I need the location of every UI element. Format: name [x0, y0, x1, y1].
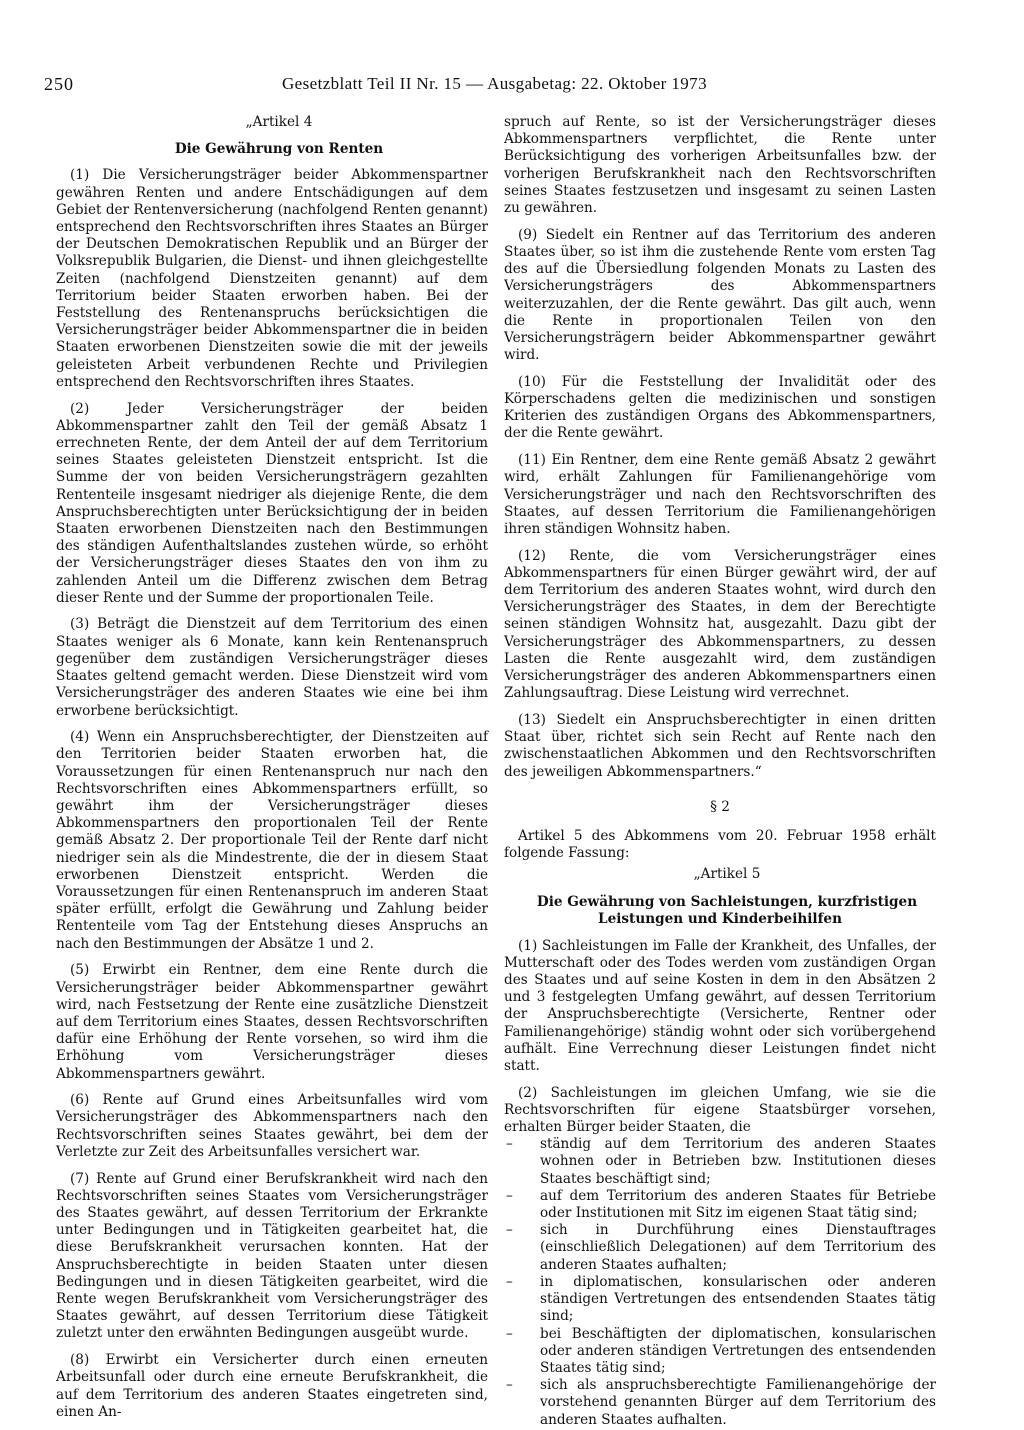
running-head: Gesetzblatt Teil II Nr. 15 — Ausgabetag: 22. Oktober 1973: [282, 74, 707, 93]
left-column: [56, 114, 488, 1430]
list-item: – sich als anspruchsberechtigte Familienangehörige der vorstehend genannten Bürger auf dem Territorium des anderen Staates aufhalten.: [504, 1377, 936, 1429]
paragraph-1: (1) Die Versicherungsträger beider Abkommenspartner gewähren Renten und andere Entschädigungen auf dem Gebiet der Rentenversicherung (nachfolgend Renten genannt) entsprechend den Rechtsvorschriften ihres Staates an Bürger der Deutschen Demokratischen Republik und an Bürger der Volksrepublik Bulgarien, die Dienst- und ihnen gleichgestellte Zeiten (nachfolgend Dienstzeiten genannt) auf dem Territorium beider Staaten erworben haben. Bei der Feststellung des Rentenanspruchs berücksichtigen die Versicherungsträger beider Abkommenspartner die in beiden Staaten erworbenen Dienstzeiten sowie die mit der jeweils geleisteten Arbeit verbundenen Rechte und Privilegien entsprechend den Rechtsvorschriften ihres Staates.: [56, 167, 488, 390]
article-5-label: „Artikel 5: [693, 866, 761, 883]
paragraph-2: (2) Jeder Versicherungsträger der beiden Abkommenspartner zahlt den Teil der gemäß Absatz 1 errechneten Rente, der dem Anteil der auf dem Territorium seines Staates geleisteten Dienstzeit entspricht. Ist die Summe der von beiden Versicherungsträgern gezahlten Rententeile insgesamt niedriger als diejenige Rente, die dem Anspruchsberechtigten unter Berücksichtigung der in beiden Staaten erworbenen Dienstzeiten nach den Bestimmungen des ständigen Aufenthaltslandes zustehen würde, so erhöht der Versicherungsträger dieses Staates den von ihm zu zahlenden Anteil um die Differenz zwischen dem Betrag dieser Rente und der Summe der proportionalen Teile.: [56, 400, 488, 606]
paragraph-5: (5) Erwirbt ein Rentner, dem eine Rente durch die Versicherungsträger beider Abkommenspartner gewährt wird, nach Festsetzung der Rente eine zusätzliche Dienstzeit auf dem Territorium eines Staates, dessen Rechtsvorschriften dafür eine Erhöhung der Rente vorsehen, so wird ihm die Erhöhung vom Versicherungsträger dieses Abkommenspartners gewährt.: [56, 962, 488, 1082]
dash-list: [504, 1136, 936, 1428]
list-item: – bei Beschäftigten der diplomatischen, konsularischen oder anderen ständigen Vertretungen des entsendenden Staates tätig sind;: [504, 1326, 936, 1378]
paragraph-3: (3) Beträgt die Dienstzeit auf dem Territorium des einen Staates weniger als 6 Monate, kann kein Rentenanspruch gegenüber dem zuständigen Versicherungsträger dieses Staates geltend gemacht werden. Diese Dienstzeit wird vom Versicherungsträger des anderen Staates wie eine bei ihm erworbene berücksichtigt.: [56, 616, 488, 719]
list-item: – in diplomatischen, konsularischen oder anderen ständigen Vertretungen des entsendenden Staates tätig sind;: [504, 1274, 936, 1326]
paragraph-9: (9) Siedelt ein Rentner auf das Territorium des anderen Staates über, so ist ihm die zustehende Rente vom ersten Tag des auf die Übersiedlung folgenden Monats zu Lasten des Versicherungsträgers des Abkommenspartners weiterzuzahlen, der die Rente gewährt. Das gilt auch, wenn die Rente in proportionalen Teilen von den Versicherungsträgern beider Abkommenspartner gewährt wird.: [504, 226, 936, 364]
article-4-label: „Artikel 4: [245, 114, 313, 130]
paragraph-6: (6) Rente auf Grund eines Arbeitsunfalles wird vom Versicherungsträger des Abkommenspartners nach den Rechtsvorschriften seines Staates gewährt, bei dem der Verletzte zur Zeit des Arbeitsunfalles versichert war.: [56, 1092, 488, 1160]
article-4-title: Die Gewährung von Renten: [174, 140, 384, 157]
paragraph-7: (7) Rente auf Grund einer Berufskrankheit wird nach den Rechtsvorschriften seines Staates vom Versicherungsträger des Staates gewährt, auf dessen Territorium der Erkrankte unter Bedingungen und in Tätigkeiten gearbeitet hat, die diese Berufskrankheit verursachen konnten. Hat der Anspruchsberechtigte in beiden Staaten unter diesen Bedingungen und in diesen Tätigkeiten gearbeitet, wird die Rente wegen Berufskrankheit vom Versicherungsträger des Staates gewährt, auf dessen Territorium diese Tätigkeit zuletzt unter den erwähnten Bedingungen ausgeübt wurde.: [56, 1170, 488, 1342]
list-item: – ständig auf dem Territorium des anderen Staates wohnen oder in Betrieben bzw. Institutionen dieses Staates beschäftigt sind;: [504, 1136, 936, 1188]
article-5-paragraph-1: (1) Sachleistungen im Falle der Krankheit, des Unfalles, der Mutterschaft oder des Todes werden vom zuständigen Organ des Staates und auf seine Kosten in dem in den Absätzen 2 und 3 festgelegten Umfang gewährt, auf dessen Territorium der Anspruchsberechtigte (Versicherte, Rentner oder Familienangehörige) ständig wohnt oder sich vorübergehend aufhält. Eine Verrechnung dieser Leistungen findet nicht statt.: [504, 937, 936, 1074]
paragraph-12: (12) Rente, die vom Versicherungsträger eines Abkommenspartners für einen Bürger gewährt wird, der auf dem Territorium des anderen Staates wohnt, wird durch den Versicherungsträger des Staates, in dem der Berechtigte seinen ständigen Wohnsitz hat, ausgezahlt. Dazu gibt der Versicherungsträger des Abkommenspartners, zu dessen Lasten die Rente ausgezahlt wird, dem zuständigen Versicherungsträger des anderen Abkommenspartners einen Zahlungsauftrag. Diese Leistung wird verrechnet.: [504, 547, 936, 702]
paragraph-13: (13) Siedelt ein Anspruchsberechtigter in einen dritten Staat über, richtet sich sein Recht auf Rente nach den zwischenstaatlichen Abkommen und den Rechtsvorschriften des jeweiligen Abkommenspartners.“: [504, 712, 936, 780]
list-item: – auf dem Territorium des anderen Staates für Betriebe oder Institutionen mit Sitz im eigenen Staat tätig sind;: [504, 1188, 936, 1222]
paragraph-8: (8) Erwirbt ein Versicherter durch einen erneuten Arbeitsunfall oder durch eine erneute Berufskrankheit, die auf dem Territorium des anderen Staates eingetreten sind, einen An-: [56, 1352, 488, 1420]
section-2-intro: Artikel 5 des Abkommens vom 20. Februar 1958 erhält folgende Fassung:: [504, 828, 936, 862]
paragraph-10: (10) Für die Feststellung der Invalidität oder des Körperschadens gelten die medizinischen und sonstigen Kriterien des zuständigen Organs des Abkommenspartners, der die Rente gewährt.: [504, 373, 936, 442]
paragraph-4: (4) Wenn ein Anspruchsberechtigter, der Dienstzeiten auf den Territorien beider Staaten erworben hat, die Voraussetzungen für einen Rentenanspruch nur nach den Rechtsvorschriften eines Abkommenspartners erfüllt, so gewährt ihm der Versicherungsträger dieses Abkommenspartners den proportionalen Teil der Rente gemäß Absatz 2. Der proportionale Teil der Rente darf nicht niedriger sein als die Mindestrente, die der in diesem Staat erworbenen Dienstzeit entspricht. Werden die Voraussetzungen für einen Rentenanspruch im anderen Staat später erfüllt, erfolgt die Gewährung und Zahlung beider Rententeile vom Tag der Entstehung dieses Anspruchs an nach den Bestimmungen der Absätze 1 und 2.: [56, 729, 488, 952]
section-sign: § 2: [710, 798, 730, 815]
page-number: 250: [44, 74, 74, 94]
paragraph-11: (11) Ein Rentner, dem eine Rente gemäß Absatz 2 gewährt wird, erhält Zahlungen für Familienangehörige vom Versicherungsträger und nach den Rechtsvorschriften des Staates, auf dessen Territorium die Familienangehörigen ihren ständigen Wohnsitz haben.: [504, 452, 936, 537]
paragraph-8-continuation: spruch auf Rente, so ist der Versicherungsträger dieses Abkommenspartners verpflichtet, die Rente unter Berücksichtigung des vorherigen Arbeitsunfalles bzw. der vorherigen Berufskrankheit nach den Rechtsvorschriften seines Staates festzusetzen und insgesamt zu seinen Lasten zu gewähren.: [504, 114, 936, 217]
article-5-paragraph-2: (2) Sachleistungen im gleichen Umfang, wie sie die Rechtsvorschriften für eigene Staatsbürger vorsehen, erhalten Bürger beider Staaten, die: [504, 1084, 936, 1136]
list-item: – sich in Durchführung eines Dienstauftrages (einschließlich Delegationen) auf dem Territorium des anderen Staates aufhalten;: [504, 1222, 936, 1274]
article-5-title: Die Gewährung von Sachleistungen, kurzfristigen Leistungen und Kinderbeihilfen: [536, 893, 918, 927]
right-column: [504, 114, 936, 1429]
page-header: [44, 74, 984, 98]
